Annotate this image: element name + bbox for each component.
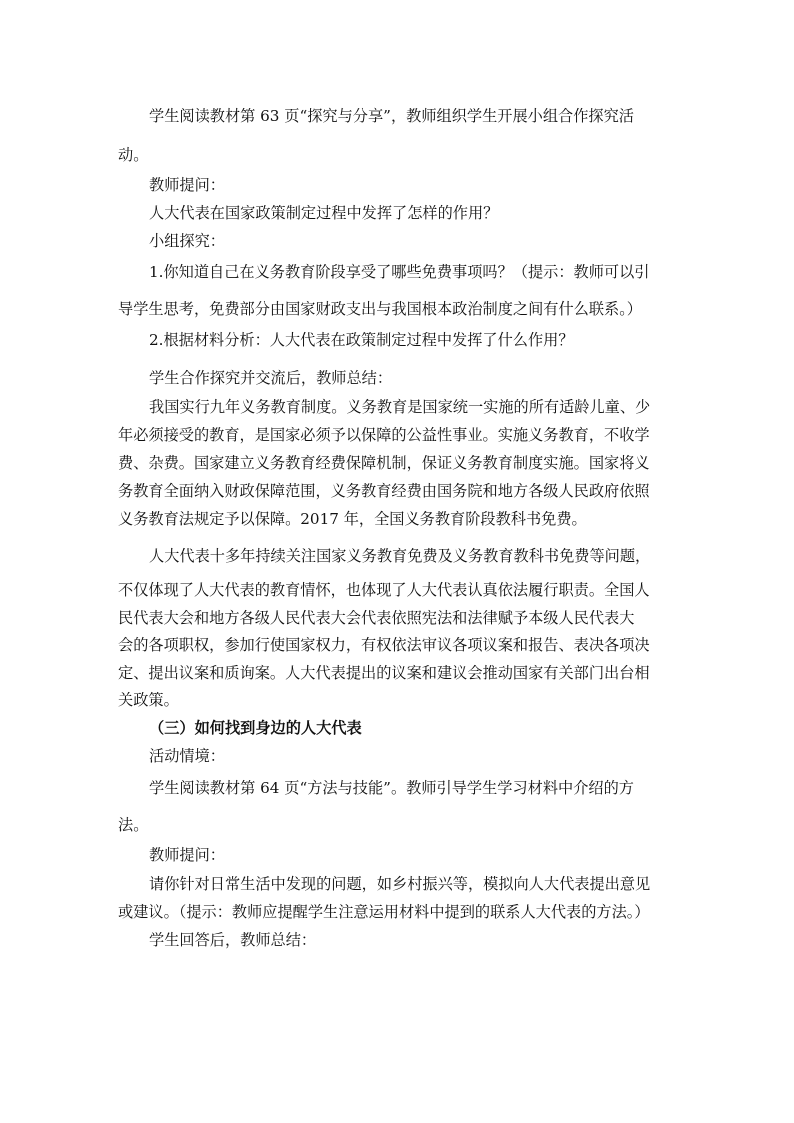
paragraph-line: 2.根据材料分析：人大代表在政策制定过程中发挥了什么作用？ bbox=[149, 331, 574, 349]
paragraph-line: 活动情境： bbox=[149, 747, 225, 765]
paragraph-line: 人大代表十多年持续关注国家义务教育免费及义务教育教科书免费等问题， bbox=[149, 547, 651, 565]
paragraph-line: 学生阅读教材第 63 页“探究与分享”，教师组织学生开展小组合作探究活 bbox=[149, 107, 634, 125]
paragraph-line: 动。 bbox=[118, 146, 149, 164]
paragraph-line: 或建议。（提示：教师应提醒学生注意运用材料中提到的联系人大代表的方法。） bbox=[118, 903, 650, 921]
paragraph-line: 定、提出议案和质询案。人大代表提出的议案和建议会推动国家有关部门出台相 bbox=[118, 664, 650, 682]
paragraph-line: 请你针对日常生活中发现的问题，如乡村振兴等，模拟向人大代表提出意见 bbox=[149, 875, 651, 893]
paragraph-line: 学生阅读教材第 64 页“方法与技能”。教师引导学生学习材料中介绍的方 bbox=[149, 779, 634, 797]
section-heading: （三）如何找到身边的人大代表 bbox=[149, 719, 362, 737]
paragraph-line: 教师提问： bbox=[149, 176, 225, 194]
paragraph-line: 学生回答后，教师总结： bbox=[149, 931, 317, 949]
paragraph-line: 民代表大会和地方各级人民代表大会代表依照宪法和法律赋予本级人民代表大 bbox=[118, 609, 635, 627]
paragraph-line: 小组探究： bbox=[149, 232, 225, 250]
paragraph-line: 学生合作探究并交流后，教师总结： bbox=[149, 369, 392, 387]
paragraph-line: 我国实行九年义务教育制度。义务教育是国家统一实施的所有适龄儿童、少 bbox=[149, 398, 651, 416]
paragraph-line: 年必须接受的教育，是国家必须予以保障的公益性事业。实施义务教育，不收学 bbox=[118, 426, 650, 444]
paragraph-line: 法。 bbox=[118, 816, 149, 834]
paragraph-line: 会的各项职权，参加行使国家权力，有权依法审议各项议案和报告、表决各项决 bbox=[118, 636, 650, 654]
paragraph-line: 务教育全面纳入财政保障范围，义务教育经费由国务院和地方各级人民政府依照 bbox=[118, 482, 650, 500]
paragraph-line: 人大代表在国家政策制定过程中发挥了怎样的作用？ bbox=[149, 204, 499, 222]
paragraph-line: 费、杂费。国家建立义务教育经费保障机制，保证义务教育制度实施。国家将义 bbox=[118, 454, 650, 472]
paragraph-line: 不仅体现了人大代表的教育情怀，也体现了人大代表认真依法履行职责。全国人 bbox=[118, 581, 650, 599]
paragraph-line: 导学生思考，免费部分由国家财政支出与我国根本政治制度之间有什么联系。） bbox=[118, 300, 642, 318]
paragraph-line: 义务教育法规定予以保障。2017 年，全国义务教育阶段教科书免费。 bbox=[118, 510, 587, 528]
paragraph-line: 关政策。 bbox=[118, 691, 179, 709]
paragraph-line: 教师提问： bbox=[149, 846, 225, 864]
paragraph-line: 1.你知道自己在义务教育阶段享受了哪些免费事项吗？（提示：教师可以引 bbox=[149, 263, 650, 281]
